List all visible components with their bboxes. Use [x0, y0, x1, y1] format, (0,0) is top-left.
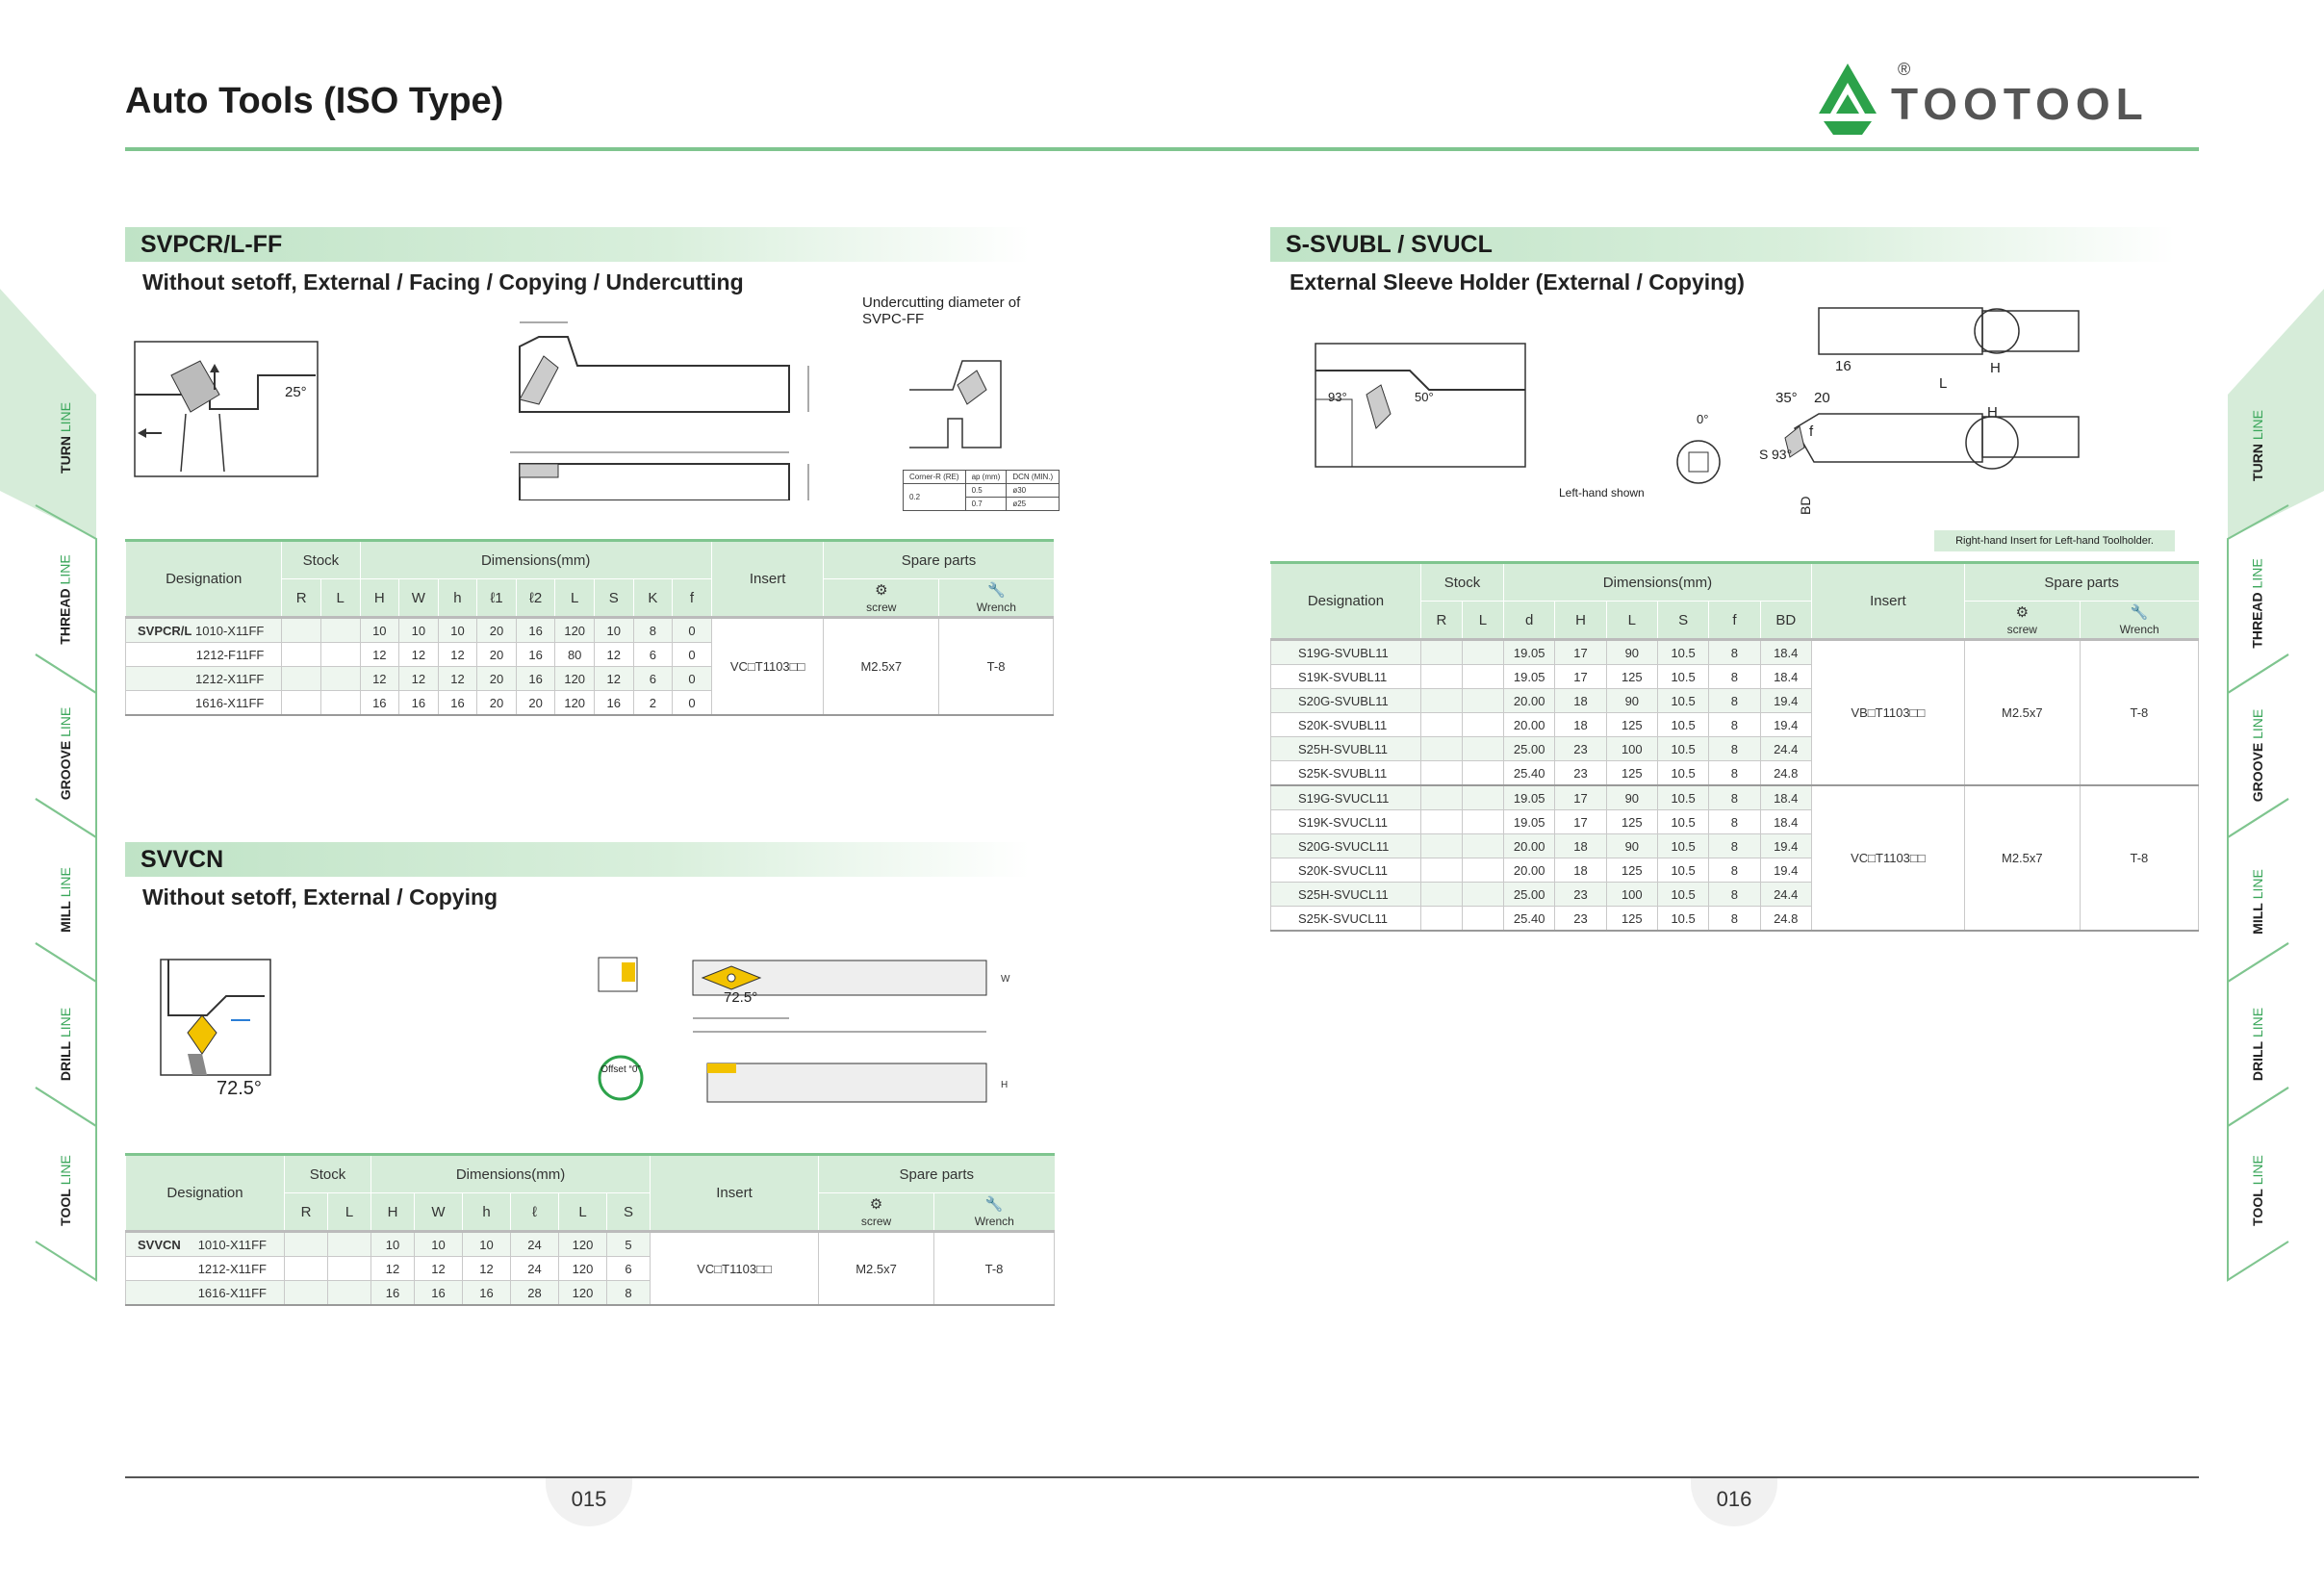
tab-tool-line[interactable]: TOOL LINE — [58, 1155, 73, 1226]
insert-cell: VC□T1103□□ — [1811, 785, 1964, 931]
undercut-diagram — [905, 342, 1020, 457]
svg-text:H: H — [1990, 360, 2001, 376]
stock-cell — [320, 618, 360, 643]
dimension-cell: 100 — [1606, 737, 1657, 761]
dimension-cell: 120 — [559, 1232, 607, 1257]
stock-cell — [1420, 858, 1462, 883]
stock-cell — [328, 1281, 371, 1306]
svg-text:50°: 50° — [1415, 390, 1434, 404]
dimension-cell: 8 — [1709, 665, 1760, 689]
table-row — [1271, 640, 2199, 665]
svg-text:L: L — [1939, 375, 1948, 392]
table-row — [1271, 785, 2199, 810]
ssvub-dimension-drawing — [1756, 303, 2122, 525]
tab-turn-line-right[interactable]: TURN LINE — [2250, 410, 2265, 481]
svpc-dimension-drawing — [462, 308, 828, 500]
tab-mill-line[interactable]: MILL LINE — [58, 867, 74, 933]
svg-text:35°: 35° — [1775, 390, 1798, 406]
dimension-cell: 16 — [516, 618, 555, 643]
dimension-cell: 5 — [607, 1232, 651, 1257]
svpc-application-drawing — [133, 337, 325, 481]
tab-groove-line[interactable]: GROOVE LINE — [58, 706, 74, 801]
dimension-cell: 20.00 — [1504, 689, 1555, 713]
dimension-cell: 20 — [516, 691, 555, 716]
left-hand-note: Left-hand shown — [1559, 486, 1645, 499]
svvcn-dimension-drawing — [597, 953, 1010, 1107]
svvcn-table-body — [126, 1232, 1055, 1306]
stock-cell — [282, 691, 321, 716]
designation-cell: SVPCR/L 1010-X11FF — [126, 618, 282, 643]
insert-cell: VC□T1103□□ — [651, 1232, 819, 1306]
dimension-cell: 16 — [399, 691, 439, 716]
dimension-cell: 8 — [1709, 834, 1760, 858]
dimension-cell: 8 — [1709, 761, 1760, 786]
dimension-cell: 24 — [511, 1232, 559, 1257]
designation-cell: S25K-SVUCL11 — [1271, 907, 1421, 932]
dimension-cell: 28 — [511, 1281, 559, 1306]
designation-cell: S20G-SVUCL11 — [1271, 834, 1421, 858]
stock-cell — [1420, 785, 1462, 810]
screw-icon: ⚙ — [869, 1195, 883, 1213]
dimension-cell: 19.05 — [1504, 785, 1555, 810]
dimension-cell: 125 — [1606, 907, 1657, 932]
designation-cell: SVVCN 1010-X11FF — [126, 1232, 285, 1257]
dimension-cell: 19.4 — [1760, 713, 1811, 737]
stock-cell — [1420, 883, 1462, 907]
dimension-cell: 10.5 — [1657, 907, 1708, 932]
dimension-cell: 19.05 — [1504, 640, 1555, 665]
dimension-cell: 20 — [477, 667, 517, 691]
stock-cell — [282, 643, 321, 667]
dimension-cell: 120 — [555, 667, 595, 691]
svg-text:93°: 93° — [1772, 447, 1793, 462]
offset-badge: Offset “0” — [600, 1064, 641, 1075]
dimension-cell: 125 — [1606, 665, 1657, 689]
tab-tool-line-right[interactable]: TOOL LINE — [2250, 1155, 2265, 1226]
designation-cell: S19G-SVUBL11 — [1271, 640, 1421, 665]
registered-mark: ® — [1898, 60, 1911, 79]
section-subtitle: Without setoff, External / Facing / Copying / Undercutting — [142, 269, 744, 295]
svpc-table-body — [126, 618, 1054, 716]
wrench-header: 🔧 Wrench — [2080, 602, 2198, 640]
dimension-cell: 80 — [555, 643, 595, 667]
dimension-cell: 6 — [633, 667, 673, 691]
stock-cell — [320, 667, 360, 691]
stock-cell — [1462, 665, 1503, 689]
dimension-cell: 19.4 — [1760, 689, 1811, 713]
dimension-cell: 0 — [673, 643, 712, 667]
svg-text:H: H — [1001, 1080, 1009, 1090]
dimension-cell: 8 — [633, 618, 673, 643]
dimension-cell: 90 — [1606, 640, 1657, 665]
dimension-cell: 20 — [477, 691, 517, 716]
dimension-cell: 23 — [1555, 761, 1606, 786]
designation-cell: S19K-SVUCL11 — [1271, 810, 1421, 834]
dimension-cell: 8 — [1709, 737, 1760, 761]
designation-cell: S25K-SVUBL11 — [1271, 761, 1421, 786]
dimension-cell: 120 — [559, 1257, 607, 1281]
dimension-cell: 12 — [371, 1257, 415, 1281]
wrench-cell: T-8 — [934, 1232, 1055, 1306]
stock-cell — [1462, 907, 1503, 932]
dimension-cell: 90 — [1606, 785, 1657, 810]
dimension-cell: 2 — [633, 691, 673, 716]
wrench-icon: 🔧 — [2130, 603, 2149, 621]
designation-cell: 1212-X11FF — [126, 667, 282, 691]
dimension-cell: 12 — [399, 667, 439, 691]
dimension-cell: 12 — [594, 667, 633, 691]
tab-drill-line[interactable]: DRILL LINE — [58, 1007, 74, 1082]
dimension-cell: 10 — [415, 1232, 463, 1257]
dimension-cell: 12 — [438, 643, 477, 667]
wrench-header: 🔧 Wrench — [934, 1193, 1055, 1232]
angle-label: 72.5° — [217, 1078, 262, 1099]
section-title: S-SVUBL / SVUCL — [1286, 231, 1493, 258]
dimension-cell: 10.5 — [1657, 713, 1708, 737]
tab-thread-line[interactable]: THREAD LINE — [58, 554, 74, 645]
svg-text:16: 16 — [1835, 358, 1852, 374]
dimension-cell: 8 — [1709, 810, 1760, 834]
section-title: SVVCN — [140, 846, 224, 873]
dimension-cell: 12 — [438, 667, 477, 691]
stock-cell — [328, 1257, 371, 1281]
screw-cell: M2.5x7 — [1964, 640, 2080, 786]
dimension-cell: 25.40 — [1504, 761, 1555, 786]
stock-cell — [320, 643, 360, 667]
svg-text:W: W — [1001, 974, 1010, 985]
insert-cell: VC□T1103□□ — [711, 618, 824, 716]
dimension-cell: 16 — [463, 1281, 511, 1306]
dimension-cell: 6 — [633, 643, 673, 667]
dimension-cell: 0 — [673, 667, 712, 691]
section-bar-ssvub — [1270, 227, 2175, 262]
stock-cell — [1462, 761, 1503, 786]
designation-cell: S20G-SVUBL11 — [1271, 689, 1421, 713]
screw-header: ⚙ screw — [1964, 602, 2080, 640]
dimension-cell: 25.40 — [1504, 907, 1555, 932]
ssvub-spec-table: Designation Stock Dimensions(mm) Insert Spare parts R L d H L S f BD ⚙ screw 🔧 Wrench S19G-SVUBL11 19.05 17 90 10.5 8 18.4 VB□T1103□□ M2.5x7 T-8 S19K-SVUBL11 19.05 17 125 10.5 8 18.4 S20G-SVUBL11 20.00 18 90 10.5 8 19.4 S20K-SVUBL11 20.00 18 125 10.5 8 19.4 S25H-SVUBL11 25.00 23 100 10.5 8 24.4 S25K-SVUBL11 25.40 23 125 10.5 8 24.8 S19G-SVUCL11 19.05 17 90 10.5 8 18.4 VC□T1103□□ M2.5x7 T-8 S19K-SVUCL11 19.05 17 125 10.5 8 18.4 S20G-SVUCL11 20.00 18 90 10.5 8 19.4 S20K-SVUCL11 20.00 18 125 10.5 8 19.4 S25H-SVUCL11 25.00 23 100 10.5 8 24.4 S25K-SVUCL11 25.40 23 125 10.5 8 24.8 — [1270, 561, 2199, 932]
svg-text:S: S — [1759, 447, 1769, 462]
svvcn-spec-table: Designation Stock Dimensions(mm) Insert Spare parts R L H W h ℓ L S ⚙ screw 🔧 Wrench SVVCN 1010-X11FF 10 10 10 24 120 5 VC□T1103□□ M2.5x7 T-8 1212-X11FF 12 12 12 24 120 6 1616-X11FF 16 16 16 28 120 8 — [125, 1153, 1055, 1306]
screw-cell: M2.5x7 — [819, 1232, 934, 1306]
stock-cell — [1462, 858, 1503, 883]
svvcn-application-drawing — [159, 958, 274, 1092]
dimension-cell: 18.4 — [1760, 665, 1811, 689]
stock-cell — [320, 691, 360, 716]
tab-thread-line-right[interactable]: THREAD LINE — [2250, 558, 2266, 649]
dimension-cell: 20.00 — [1504, 858, 1555, 883]
dimension-cell: 10 — [360, 618, 399, 643]
dimension-cell: 12 — [360, 667, 399, 691]
dimension-cell: 8 — [1709, 858, 1760, 883]
svg-text:H: H — [1987, 404, 1998, 421]
dimension-cell: 20 — [477, 618, 517, 643]
dimension-cell: 24.4 — [1760, 737, 1811, 761]
dimension-cell: 10.5 — [1657, 737, 1708, 761]
dimension-cell: 16 — [516, 667, 555, 691]
dimension-cell: 18.4 — [1760, 785, 1811, 810]
section-bar-svpcr — [125, 227, 1030, 262]
dimension-cell: 25.00 — [1504, 737, 1555, 761]
stock-cell — [1420, 834, 1462, 858]
dimension-cell: 10.5 — [1657, 665, 1708, 689]
dimension-cell: 8 — [1709, 785, 1760, 810]
dimension-cell: 8 — [1709, 640, 1760, 665]
dimension-cell: 125 — [1606, 858, 1657, 883]
dimension-cell: 17 — [1555, 785, 1606, 810]
dimension-cell: 10.5 — [1657, 858, 1708, 883]
stock-cell — [328, 1232, 371, 1257]
dimension-cell: 18 — [1555, 713, 1606, 737]
designation-cell: S25H-SVUCL11 — [1271, 883, 1421, 907]
stock-cell — [1420, 689, 1462, 713]
svg-text:f: f — [1809, 423, 1814, 440]
svg-text:0°: 0° — [1697, 412, 1709, 426]
undercut-mini-table: Corner-R (RE) ap (mm) DCN (MIN.) 0.2 0.5 ø30 0.7 ø25 — [903, 470, 1060, 511]
dimension-cell: 20.00 — [1504, 834, 1555, 858]
designation-cell: 1616-X11FF — [126, 691, 282, 716]
designation-cell: 1212-X11FF — [126, 1257, 285, 1281]
stock-cell — [285, 1281, 328, 1306]
dimension-cell: 19.4 — [1760, 858, 1811, 883]
dimension-cell: 8 — [1709, 689, 1760, 713]
dimension-cell: 23 — [1555, 907, 1606, 932]
dimension-cell: 19.4 — [1760, 834, 1811, 858]
stock-cell — [282, 667, 321, 691]
designation-cell: S25H-SVUBL11 — [1271, 737, 1421, 761]
dimension-cell: 18.4 — [1760, 640, 1811, 665]
dimension-cell: 17 — [1555, 665, 1606, 689]
dimension-cell: 10.5 — [1657, 883, 1708, 907]
dimension-cell: 100 — [1606, 883, 1657, 907]
stock-cell — [1462, 834, 1503, 858]
dimension-cell: 120 — [555, 618, 595, 643]
dimension-cell: 18 — [1555, 858, 1606, 883]
ssvub-table-body — [1271, 640, 2199, 932]
page-title: Auto Tools (ISO Type) — [125, 81, 504, 121]
table-row — [126, 1232, 1055, 1257]
tab-turn-line[interactable]: TURN LINE — [58, 402, 73, 474]
stock-cell — [1420, 761, 1462, 786]
brand-logo — [1809, 56, 2199, 142]
stock-cell — [1420, 713, 1462, 737]
stock-cell — [1420, 810, 1462, 834]
stock-cell — [1462, 785, 1503, 810]
dimension-cell: 19.05 — [1504, 810, 1555, 834]
dimension-cell: 23 — [1555, 883, 1606, 907]
dimension-cell: 10 — [399, 618, 439, 643]
dimension-cell: 16 — [594, 691, 633, 716]
dimension-cell: 16 — [415, 1281, 463, 1306]
screw-icon: ⚙ — [2015, 603, 2030, 621]
dimension-cell: 8 — [1709, 907, 1760, 932]
wrench-icon: 🔧 — [984, 1195, 1004, 1213]
ssvub-end-view — [1670, 404, 1727, 491]
dimension-cell: 19.05 — [1504, 665, 1555, 689]
dimension-cell: 18 — [1555, 689, 1606, 713]
svg-text:20: 20 — [1814, 390, 1830, 406]
dimension-cell: 125 — [1606, 761, 1657, 786]
wrench-header: 🔧 Wrench — [939, 579, 1054, 618]
designation-cell: 1616-X11FF — [126, 1281, 285, 1306]
screw-header: ⚙ screw — [824, 579, 939, 618]
stock-cell — [285, 1257, 328, 1281]
dimension-cell: 12 — [399, 643, 439, 667]
brand-name: TOOTOOL — [1891, 79, 2149, 129]
stock-cell — [285, 1232, 328, 1257]
screw-icon: ⚙ — [875, 581, 888, 599]
screw-cell: M2.5x7 — [824, 618, 939, 716]
designation-cell: S20K-SVUCL11 — [1271, 858, 1421, 883]
screw-cell: M2.5x7 — [1964, 785, 2080, 931]
wrench-cell: T-8 — [2080, 640, 2198, 786]
dimension-cell: 125 — [1606, 713, 1657, 737]
dimension-cell: 10.5 — [1657, 761, 1708, 786]
dimension-cell: 8 — [1709, 883, 1760, 907]
dimension-cell: 18 — [1555, 834, 1606, 858]
stock-cell — [1420, 640, 1462, 665]
stock-cell — [1462, 689, 1503, 713]
angle-label: 25° — [285, 384, 307, 400]
stock-cell — [1420, 665, 1462, 689]
designation-cell: S20K-SVUBL11 — [1271, 713, 1421, 737]
tab-mill-line-right[interactable]: MILL LINE — [2250, 869, 2266, 935]
stock-cell — [1462, 810, 1503, 834]
stock-cell — [282, 618, 321, 643]
dimension-cell: 10.5 — [1657, 785, 1708, 810]
dimension-cell: 12 — [360, 643, 399, 667]
dimension-cell: 10.5 — [1657, 810, 1708, 834]
dimension-cell: 24.8 — [1760, 761, 1811, 786]
dimension-cell: 125 — [1606, 810, 1657, 834]
stock-cell — [1420, 907, 1462, 932]
ssvub-application-drawing — [1314, 342, 1530, 472]
svg-text:93°: 93° — [1328, 390, 1347, 404]
svpc-spec-table: Designation Stock Dimensions(mm) Insert Spare parts R L H W h ℓ1 ℓ2 L S K f ⚙ screw 🔧 Wrench SVPCR/L 1010-X11FF 10 10 10 20 16 120 10 8 0 VC□T1103□□ M2.5x7 T-8 1212-F11FF 12 12 12 20 16 80 12 6 0 1212-X11FF 12 12 12 20 16 120 12 6 0 1616-X11FF 16 16 16 20 20 120 16 2 0 — [125, 539, 1054, 716]
wrench-cell: T-8 — [2080, 785, 2198, 931]
angle-label-small: 72.5° — [724, 989, 758, 1006]
dimension-cell: 90 — [1606, 689, 1657, 713]
dimension-cell: 16 — [438, 691, 477, 716]
dimension-cell: 23 — [1555, 737, 1606, 761]
dimension-cell: 12 — [463, 1257, 511, 1281]
dimension-cell: 8 — [1709, 713, 1760, 737]
right-hand-note: Right-hand Insert for Left-hand Toolholder. — [1934, 530, 2175, 551]
section-subtitle: Without setoff, External / Copying — [142, 884, 498, 909]
dimension-cell: 8 — [607, 1281, 651, 1306]
designation-cell: S19G-SVUCL11 — [1271, 785, 1421, 810]
dimension-cell: 0 — [673, 691, 712, 716]
designation-cell: 1212-F11FF — [126, 643, 282, 667]
dimension-cell: 10.5 — [1657, 834, 1708, 858]
wrench-icon: 🔧 — [986, 581, 1006, 599]
dimension-cell: 20 — [477, 643, 517, 667]
stock-cell — [1462, 883, 1503, 907]
dimension-cell: 10 — [594, 618, 633, 643]
tab-drill-line-right[interactable]: DRILL LINE — [2250, 1007, 2266, 1082]
dimension-cell: 16 — [516, 643, 555, 667]
tab-groove-line-right[interactable]: GROOVE LINE — [2250, 708, 2266, 803]
stock-cell — [1462, 640, 1503, 665]
svg-text:BD: BD — [1798, 496, 1813, 515]
dimension-cell: 16 — [360, 691, 399, 716]
wrench-cell: T-8 — [939, 618, 1054, 716]
stock-cell — [1420, 737, 1462, 761]
dimension-cell: 10 — [463, 1232, 511, 1257]
dimension-cell: 10 — [438, 618, 477, 643]
section-title: SVPCR/L-FF — [140, 231, 283, 258]
designation-cell: S19K-SVUBL11 — [1271, 665, 1421, 689]
title-rule — [125, 147, 2199, 151]
footer-rule — [125, 1476, 2199, 1478]
dimension-cell: 24.8 — [1760, 907, 1811, 932]
insert-cell: VB□T1103□□ — [1811, 640, 1964, 786]
dimension-cell: 12 — [415, 1257, 463, 1281]
dimension-cell: 10 — [371, 1232, 415, 1257]
section-bar-svvcn — [125, 842, 1030, 877]
dimension-cell: 10.5 — [1657, 640, 1708, 665]
stock-cell — [1462, 737, 1503, 761]
dimension-cell: 17 — [1555, 810, 1606, 834]
dimension-cell: 25.00 — [1504, 883, 1555, 907]
dimension-cell: 120 — [555, 691, 595, 716]
dimension-cell: 16 — [371, 1281, 415, 1306]
page-number-left: 015 — [546, 1478, 632, 1526]
undercut-note: Undercutting diameter of SVPC-FF — [862, 295, 1021, 327]
dimension-cell: 120 — [559, 1281, 607, 1306]
dimension-cell: 0 — [673, 618, 712, 643]
page-number-right: 016 — [1691, 1478, 1777, 1526]
dimension-cell: 24 — [511, 1257, 559, 1281]
dimension-cell: 20.00 — [1504, 713, 1555, 737]
dimension-cell: 18.4 — [1760, 810, 1811, 834]
screw-header: ⚙ screw — [819, 1193, 934, 1232]
dimension-cell: 10.5 — [1657, 689, 1708, 713]
dimension-cell: 12 — [594, 643, 633, 667]
stock-cell — [1462, 713, 1503, 737]
dimension-cell: 24.4 — [1760, 883, 1811, 907]
dimension-cell: 17 — [1555, 640, 1606, 665]
table-row — [126, 618, 1054, 643]
section-subtitle: External Sleeve Holder (External / Copying) — [1290, 269, 1745, 295]
dimension-cell: 6 — [607, 1257, 651, 1281]
dimension-cell: 90 — [1606, 834, 1657, 858]
